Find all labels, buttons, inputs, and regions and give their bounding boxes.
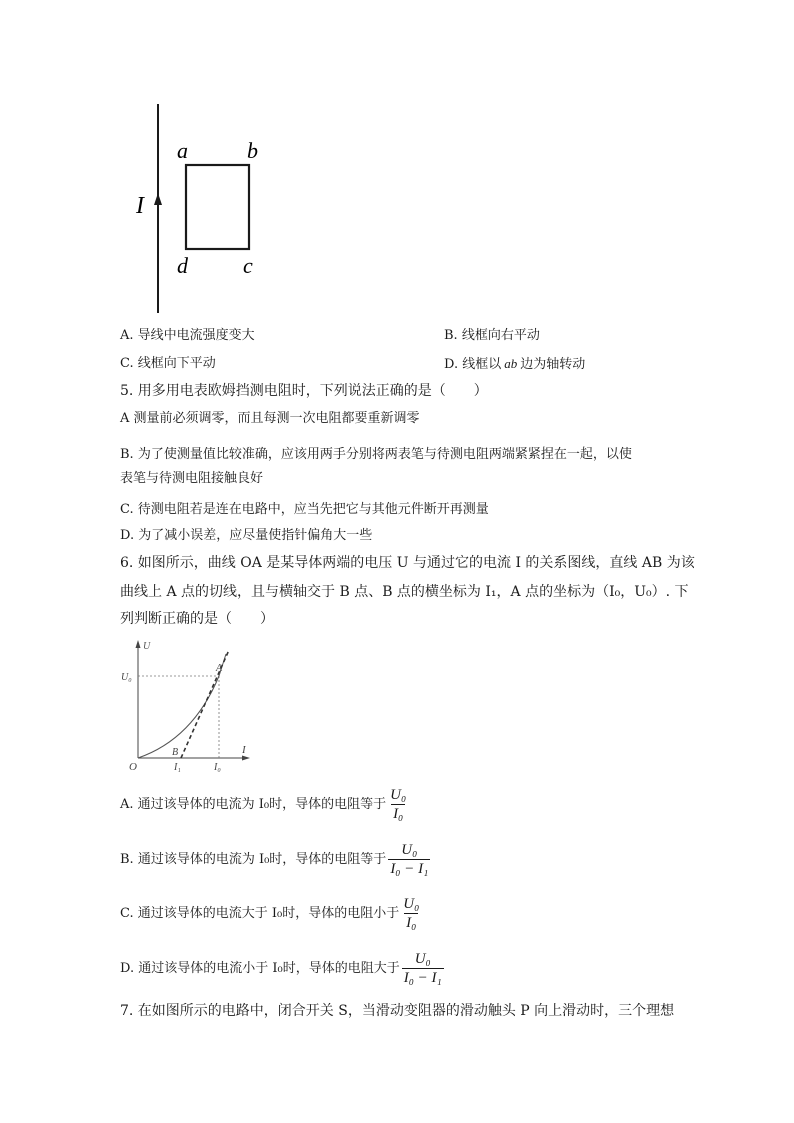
q4-option-d-suffix: 边为轴转动 <box>520 357 586 372</box>
i0-label: I₀ <box>214 762 221 773</box>
oa-curve <box>138 654 226 758</box>
q6-option-a-text: A. 通过该导体的电流为 I₀时，导体的电阻等于 <box>120 796 387 812</box>
fraction-numerator: U₀ <box>390 787 407 803</box>
q5-option-c: C. 待测电阻若是连在电路中，应当先把它与其他元件断开再测量 <box>120 502 489 517</box>
q4-option-d-var: ab <box>504 356 518 371</box>
q6-option-a <box>120 786 408 823</box>
corner-b-label: b <box>247 138 258 163</box>
u-axis-label: U <box>143 641 151 652</box>
point-a-label: A <box>216 663 223 674</box>
fraction-u0-over-i0-minus-i1 <box>402 950 444 987</box>
fraction-numerator: U₀ <box>401 842 418 858</box>
origin-label: O <box>129 761 137 773</box>
q6-option-c <box>120 895 421 932</box>
q6-stem-line3: 列判断正确的是（ ） <box>120 611 274 627</box>
q6-option-b-text: B. 通过该导体的电流为 I₀时，导体的电阻等于 <box>120 851 387 867</box>
u0-label: U₀ <box>121 672 132 683</box>
fraction-numerator: U₀ <box>403 896 420 912</box>
fraction-denominator: I₀ <box>406 915 417 931</box>
fraction-u0-over-i0 <box>401 895 421 932</box>
wire-loop <box>186 165 249 249</box>
q7-stem-line1: 7. 在如图所示的电路中，闭合开关 S，当滑动变阻器的滑动触头 P 向上滑动时，三个理想 <box>120 1003 675 1019</box>
u-i-graph <box>118 636 258 776</box>
q6-option-d <box>120 950 444 987</box>
i-axis-arrow-icon <box>242 756 250 761</box>
q4-option-d-prefix: D. 线框以 <box>444 357 502 372</box>
fraction-denominator: I₀ <box>393 806 404 822</box>
q4-option-b: B. 线框向右平动 <box>444 328 540 343</box>
corner-a-label: a <box>177 138 188 163</box>
q6-option-d-text: D. 通过该导体的电流小于 I₀时，导体的电阻大于 <box>120 960 400 976</box>
corner-c-label: c <box>243 253 253 278</box>
fraction-denominator: I₀ − I₁ <box>403 970 442 986</box>
current-label: I <box>136 193 144 219</box>
q6-option-b <box>120 841 430 878</box>
q6-option-c-text: C. 通过该导体的电流大于 I₀时，导体的电阻小于 <box>120 905 400 921</box>
u-axis-arrow-icon <box>136 640 141 648</box>
q6-stem-line2: 曲线上 A 点的切线，且与横轴交于 B 点、B 点的横坐标为 I₁，A 点的坐标为（I₀，U₀）. 下 <box>120 584 689 600</box>
q5-option-d: D. 为了减小误差，应尽量使指针偏角大一些 <box>120 528 373 543</box>
q4-option-d <box>444 355 585 374</box>
i-axis-label: I <box>242 744 246 756</box>
q5-stem: 5. 用多用电表欧姆挡测电阻时，下列说法正确的是（ ） <box>120 383 488 399</box>
corner-d-label: d <box>177 253 188 278</box>
point-b-label: B <box>172 747 179 758</box>
fraction-u0-over-i0 <box>388 786 408 823</box>
q5-option-b-line2: 表笔与待测电阻接触良好 <box>120 471 264 486</box>
current-arrow-icon <box>154 193 162 205</box>
wire-loop-figure <box>120 100 280 320</box>
fraction-denominator: I₀ − I₁ <box>390 861 429 877</box>
q4-option-c: C. 线框向下平动 <box>120 356 216 371</box>
fraction-numerator: U₀ <box>414 951 431 967</box>
fraction-u0-over-i0-minus-i1 <box>388 841 430 878</box>
q6-stem-line1: 6. 如图所示，曲线 OA 是某导体两端的电压 U 与通过它的电流 I 的关系图线，直线 AB 为该 <box>120 555 695 571</box>
q5-option-a: A 测量前必须调零，而且每测一次电阻都要重新调零 <box>120 411 420 426</box>
i1-label: I₁ <box>174 762 181 773</box>
q5-option-b-line1: B. 为了使测量值比较准确，应该用两手分别将两表笔与待测电阻两端紧紧捏在一起，以使 <box>120 447 632 462</box>
q4-option-a: A. 导线中电流强度变大 <box>120 328 255 343</box>
